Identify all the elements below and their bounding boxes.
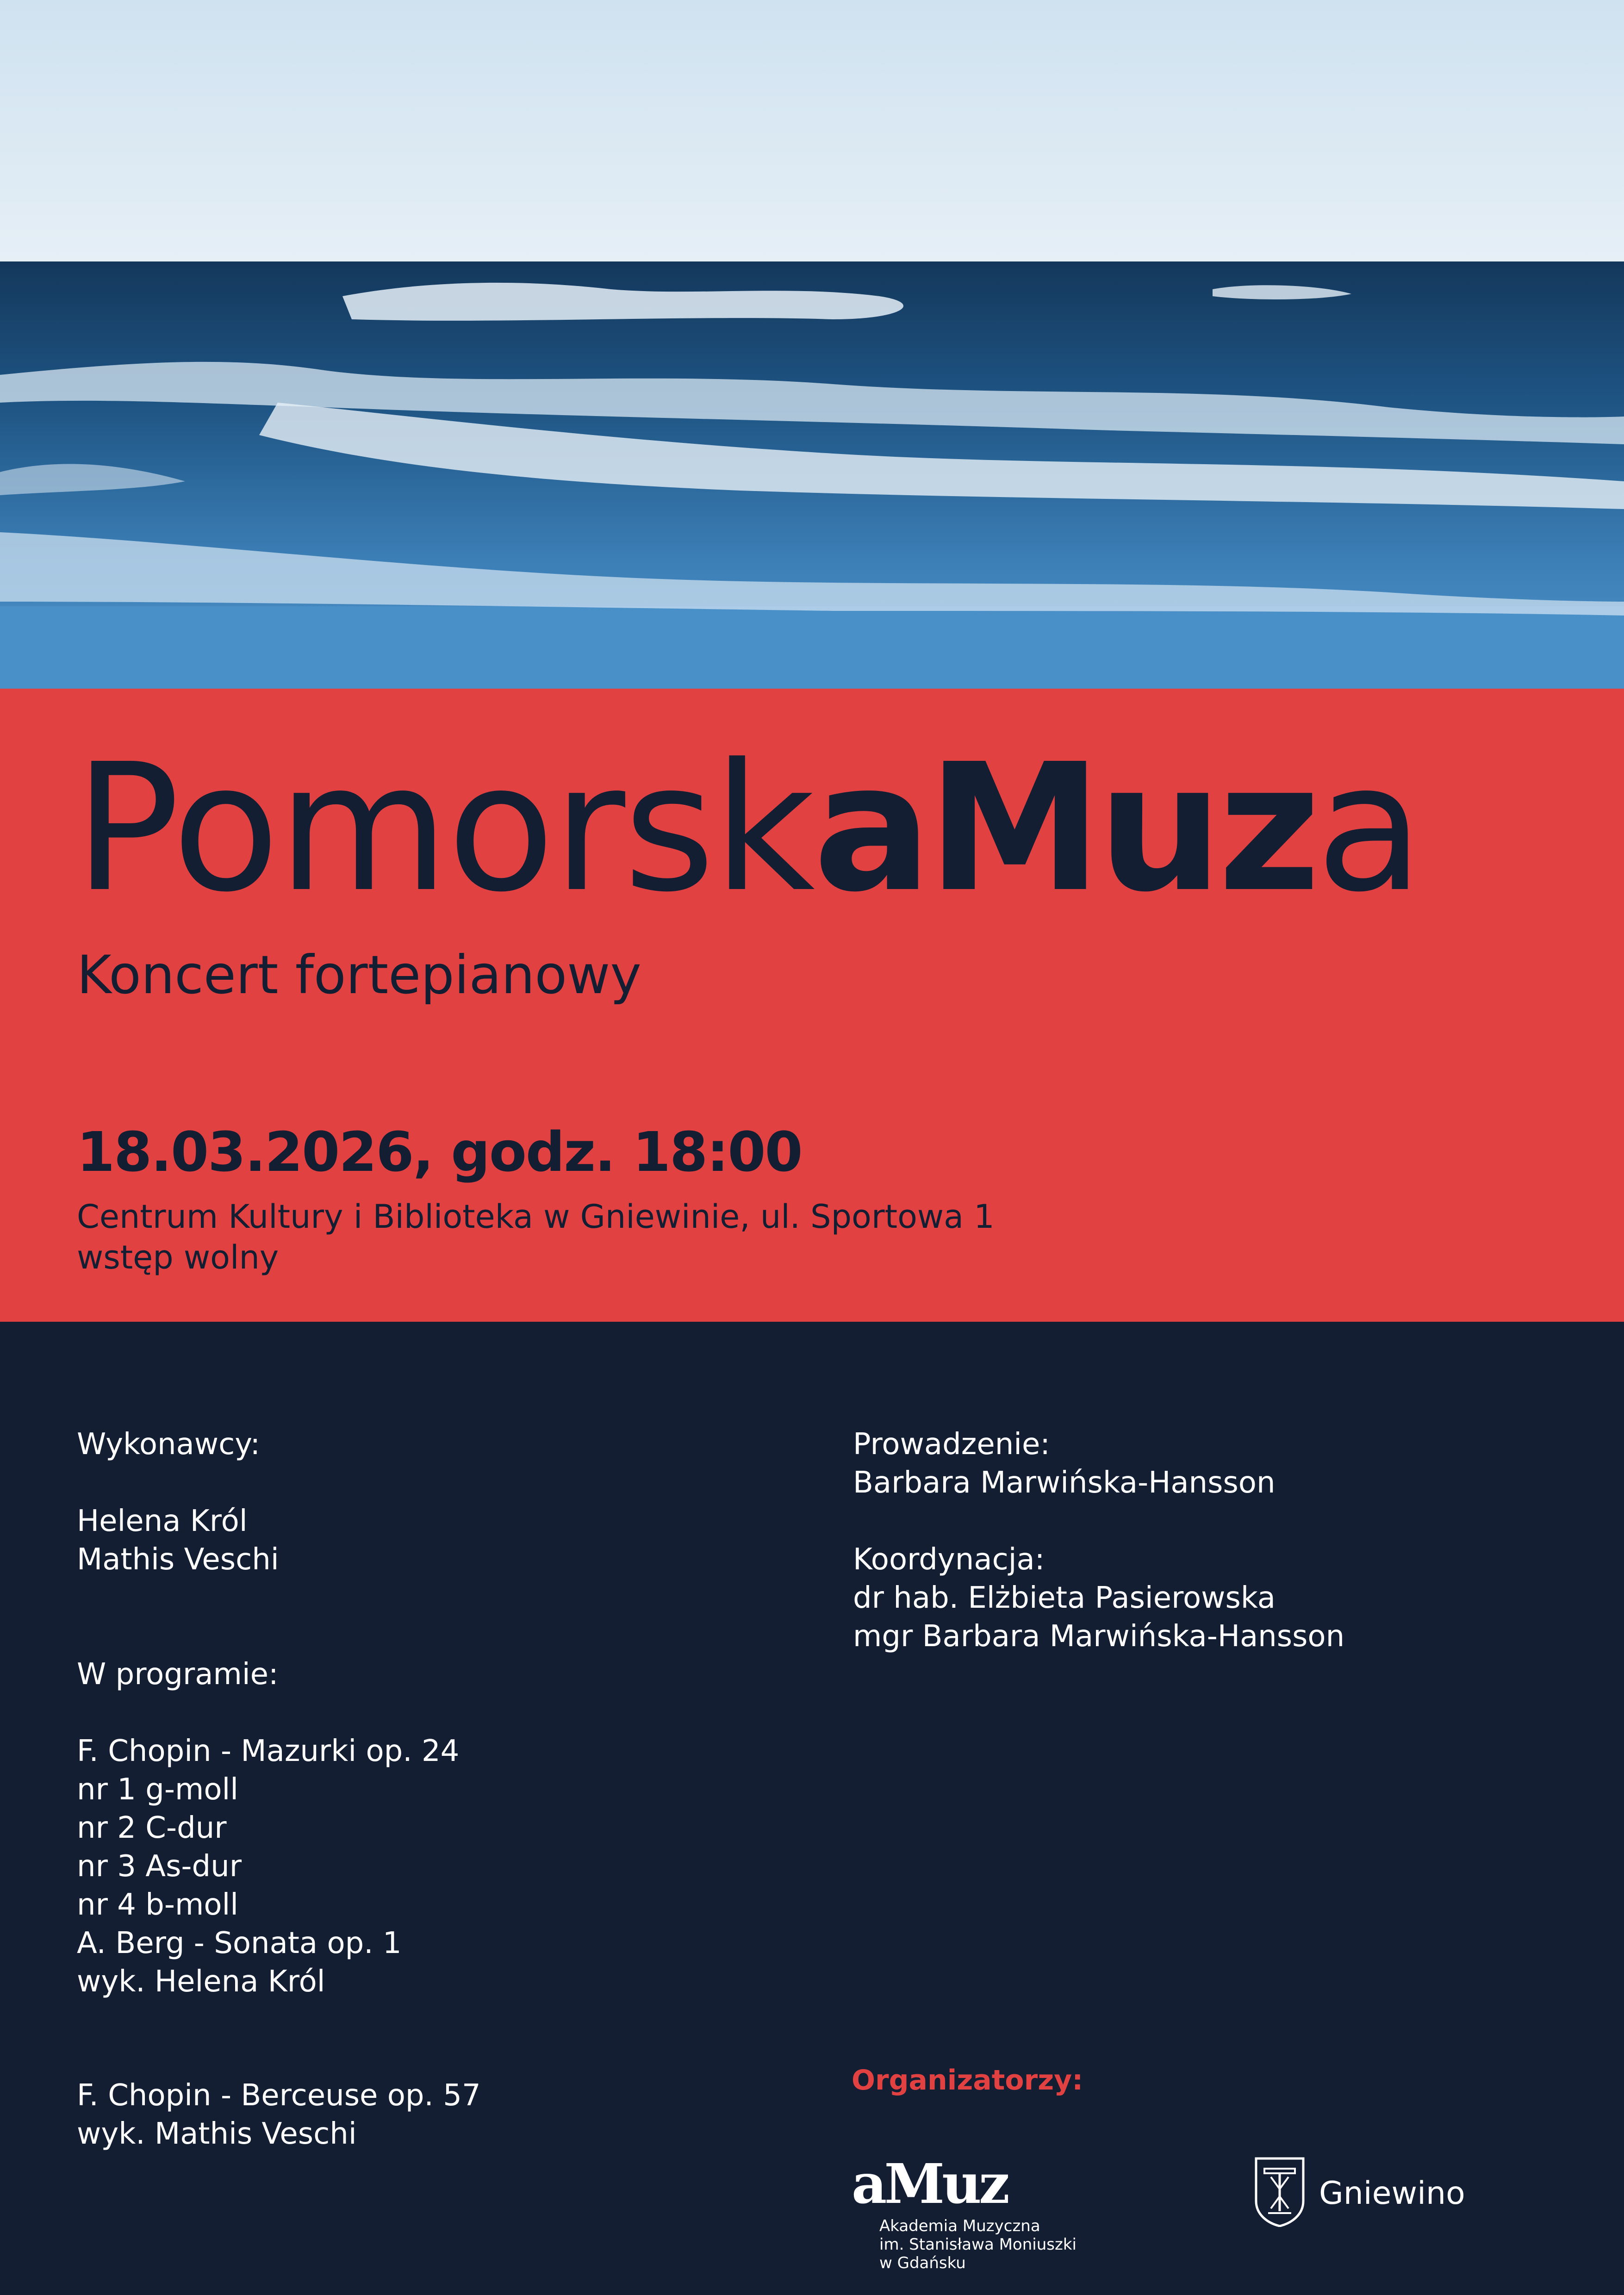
event-venue: Centrum Kultury i Biblioteka w Gniewinie, ul. Sportowa 1 bbox=[77, 1198, 995, 1236]
gniewino-logo-block bbox=[1254, 2157, 1495, 2231]
sea-waves-image bbox=[0, 0, 1624, 689]
program-item: nr 4 b-moll bbox=[77, 1888, 239, 1922]
amuz-subtitle-line: w Gdańsku bbox=[879, 2254, 966, 2272]
sea-photo bbox=[0, 0, 1624, 689]
coordinator-name: dr hab. Elżbieta Pasierowska bbox=[853, 1581, 1276, 1615]
amuz-subtitle bbox=[879, 2217, 1076, 2272]
amuz-logo: aMuz bbox=[852, 2152, 1007, 2216]
event-date-time: 18.03.2026, godz. 18:00 bbox=[77, 1120, 802, 1184]
poster-title bbox=[74, 726, 1422, 931]
organizers-heading: Organizatorzy: bbox=[852, 2064, 1083, 2096]
coordination-heading: Koordynacja: bbox=[853, 1542, 1045, 1577]
event-admission: wstęp wolny bbox=[77, 1238, 279, 1276]
program-block bbox=[77, 1655, 459, 2001]
coordinator-name: mgr Barbara Marwińska-Hansson bbox=[853, 1619, 1345, 1654]
title-bold-part: aMuz bbox=[813, 726, 1316, 931]
program-item: nr 2 C-dur bbox=[77, 1811, 227, 1845]
host-heading: Prowadzenie: bbox=[853, 1427, 1050, 1462]
host-name: Barbara Marwińska-Hansson bbox=[853, 1466, 1276, 1500]
performer-name: Helena Król bbox=[77, 1504, 248, 1538]
amuz-subtitle-line: Akademia Muzyczna bbox=[879, 2217, 1040, 2235]
program-item: nr 3 As-dur bbox=[77, 1849, 242, 1884]
program-block-2 bbox=[77, 2077, 481, 2153]
coordination-block bbox=[853, 1541, 1344, 1656]
amuz-subtitle-line: im. Stanisława Moniuszki bbox=[879, 2235, 1076, 2254]
program-item: nr 1 g-moll bbox=[77, 1773, 239, 1807]
title-regular-part: Pomorsk bbox=[74, 726, 814, 931]
gniewino-name: Gniewino bbox=[1319, 2175, 1465, 2212]
performers-block bbox=[77, 1425, 279, 1579]
performer-name: Mathis Veschi bbox=[77, 1542, 279, 1577]
title-tail-part: a bbox=[1316, 726, 1422, 931]
performers-heading: Wykonawcy: bbox=[77, 1427, 261, 1462]
event-venue-block bbox=[77, 1196, 995, 1278]
host-block bbox=[853, 1425, 1276, 1502]
program-item: wyk. Mathis Veschi bbox=[77, 2117, 357, 2151]
gniewino-crest-icon bbox=[1254, 2157, 1305, 2227]
program-item: A. Berg - Sonata op. 1 bbox=[77, 1926, 402, 1960]
amuz-logo-block bbox=[852, 2152, 1111, 2272]
poster-subtitle: Koncert fortepianowy bbox=[77, 944, 641, 1006]
program-heading: W programie: bbox=[77, 1657, 279, 1692]
program-item: F. Chopin - Mazurki op. 24 bbox=[77, 1734, 460, 1768]
program-item: wyk. Helena Król bbox=[77, 1965, 325, 1999]
program-item: F. Chopin - Berceuse op. 57 bbox=[77, 2078, 481, 2113]
